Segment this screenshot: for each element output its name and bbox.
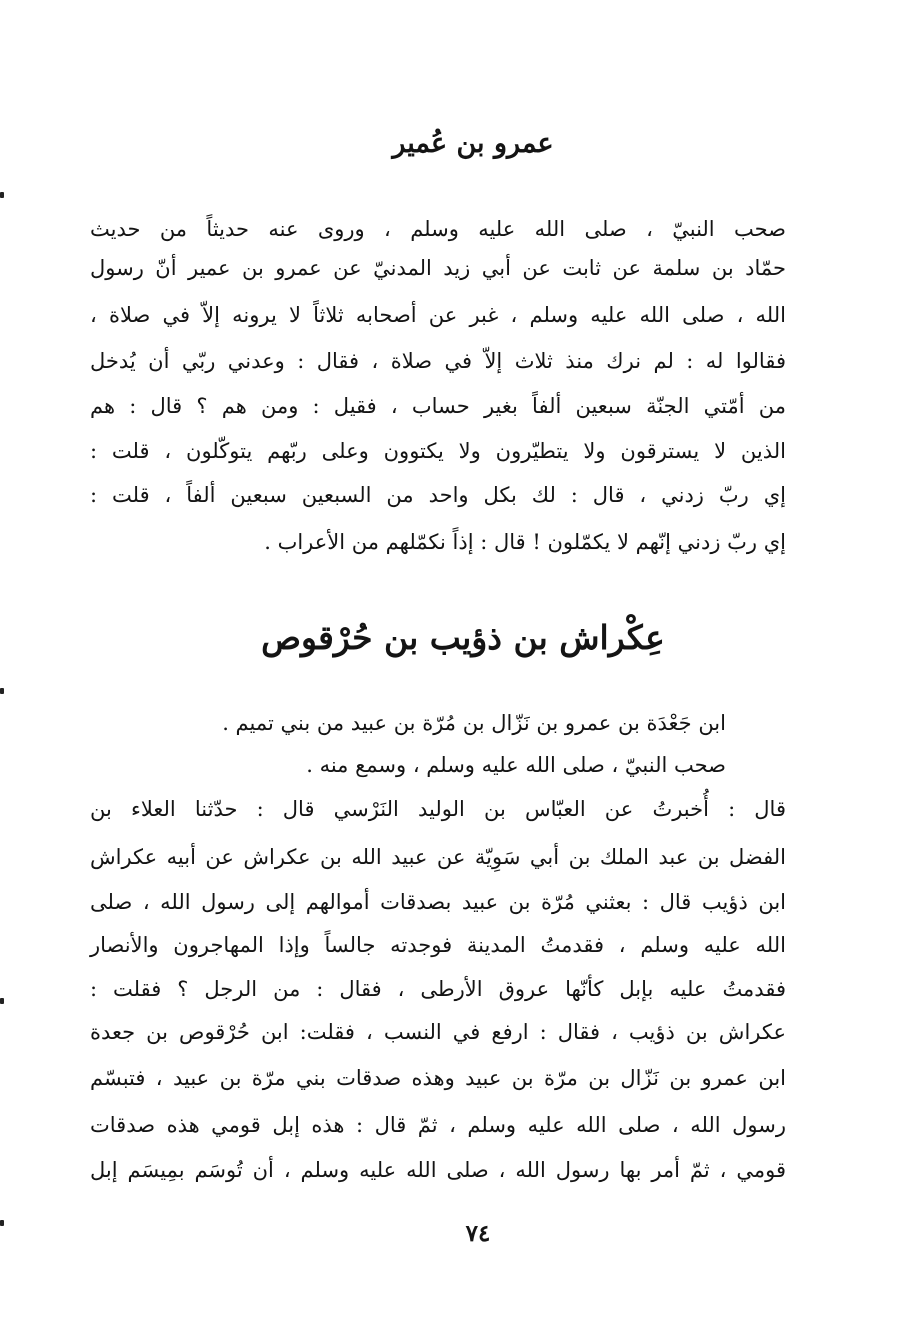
text-line: الذين لا يسترقون ولا يتطيّرون ولا يكتوون وعلى ربّهم يتوكّلون ، قلت : — [90, 439, 786, 463]
text-line: إي ربّ زدني ، قال : لك بكل واحد من السبعين سبعين ألفاً ، قلت : — [90, 483, 786, 507]
text-line: ابن ذؤيب قال : بعثني مُرّة بن عبيد بصدقات أموالهم إلى رسول الله ، صلى — [90, 890, 786, 914]
text-line: إي ربّ زدني إنّهم لا يكمّلون ! قال : إذاً نكمّلهم من الأعراب . — [264, 530, 786, 554]
text-line: قومي ، ثمّ أمر بها رسول الله ، صلى الله عليه وسلم ، أن تُوسَم بمِيسَم إبل — [90, 1158, 786, 1182]
text-line: من أمّتي الجنّة سبعين ألفاً بغير حساب ، فقيل : ومن هم ؟ قال : هم — [90, 394, 786, 418]
text-line: عكراش بن ذؤيب ، فقال : ارفع في النسب ، فقلت: ابن حُرْقوص بن جعدة — [90, 1020, 786, 1044]
text-line: صحب النبيّ ، صلى الله عليه وسلم ، وسمع منه . — [306, 753, 726, 777]
text-line: الفضل بن عبد الملك بن أبي سَوِيّة عن عبيد الله بن عكراش عن أبيه عكراش — [90, 845, 787, 869]
text-line: ابن عمرو بن نَزّال بن مرّة بن عبيد وهذه صدقات بني مرّة بن عبيد ، فتبسّم — [90, 1066, 786, 1090]
section-title: عِكْراش بن ذؤيب بن حُرْقوص — [261, 618, 665, 657]
text-line: حمّاد بن سلمة عن ثابت عن أبي زيد المدنيّ عن عمرو بن عمير أنّ رسول — [90, 256, 786, 280]
text-line: رسول الله ، صلى الله عليه وسلم ، ثمّ قال : هذه إبل قومي هذه صدقات — [90, 1113, 786, 1137]
margin-mark — [0, 998, 4, 1004]
text-line: فقالوا له : لم نرك منذ ثلاث إلاّ في صلاة ، فقال : وعدني ربّي أن يُدخل — [90, 349, 786, 373]
margin-mark — [0, 688, 4, 694]
margin-mark — [0, 192, 4, 198]
section-title: عمرو بن عُمير — [392, 128, 554, 159]
text-line: ابن جَعْدَة بن عمرو بن نَزّال بن مُرّة بن عبيد من بني تميم . — [222, 711, 726, 735]
text-line: فقدمتُ عليه بإبل كأنّها عروق الأرطى ، فقال : من الرجل ؟ فقلت : — [90, 977, 786, 1001]
text-line: صحب النبيّ ، صلى الله عليه وسلم ، وروى عنه حديثاً من حديث — [90, 217, 786, 241]
text-line: الله عليه وسلم ، فقدمتُ المدينة فوجدته جالساً وإذا المهاجرون والأنصار — [90, 933, 786, 957]
page-number: ٧٤ — [465, 1220, 491, 1247]
text-line: قال : أُخبرتُ عن العبّاس بن الوليد النَرْسي قال : حدّثنا العلاء بن — [90, 797, 786, 821]
text-line: الله ، صلى الله عليه وسلم ، غبر عن أصحابه ثلاثاً لا يرونه إلاّ في صلاة ، — [90, 303, 786, 327]
margin-mark — [0, 1220, 4, 1226]
